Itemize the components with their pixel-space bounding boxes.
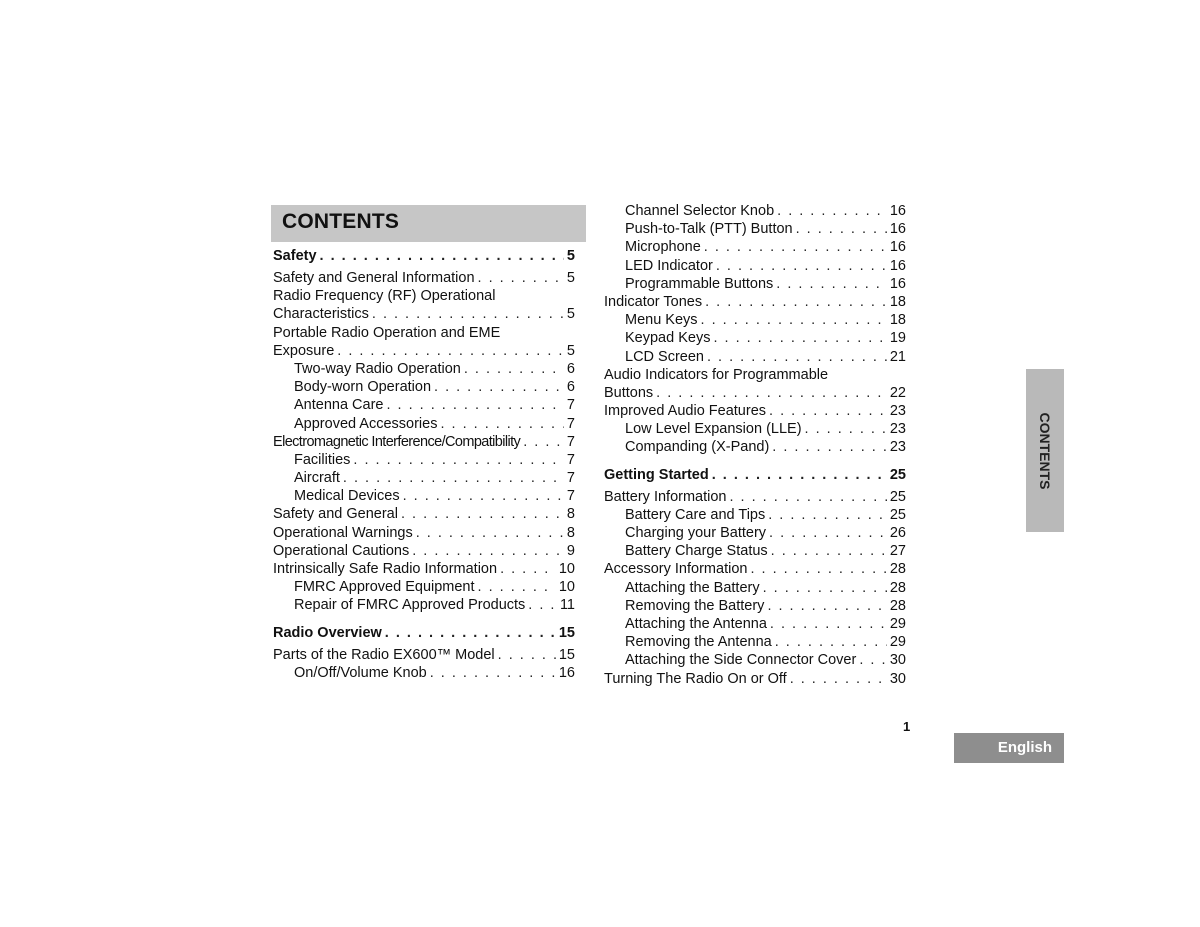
- toc-dot-leader: [412, 542, 564, 560]
- page-number: 1: [903, 719, 911, 734]
- toc-entry-title: Safety and General: [273, 506, 398, 523]
- toc-page-number: 28: [889, 561, 906, 578]
- toc-page-number: 7: [566, 470, 575, 487]
- toc-entry-title: Intrinsically Safe Radio Information: [273, 561, 498, 577]
- toc-page-number: 30: [889, 652, 906, 669]
- page-title: CONTENTS: [282, 210, 400, 233]
- toc-dot-leader: [386, 396, 563, 414]
- toc-entry-title: Portable Radio Operation and EME: [273, 324, 501, 341]
- side-tab-label: CONTENTS: [1037, 412, 1053, 489]
- toc-page-number: 7: [566, 415, 575, 432]
- toc-entry[interactable]: [604, 311, 906, 329]
- toc-entry[interactable]: [273, 524, 575, 542]
- toc-dot-leader: [320, 244, 564, 268]
- toc-entry-title: On/Off/Volume Knob: [294, 664, 427, 681]
- toc-entry-title: Parts of the Radio EX600™ Model: [273, 646, 495, 663]
- toc-entry-title: Keypad Keys: [625, 330, 711, 347]
- toc-page-number: 16: [889, 203, 906, 219]
- toc-right-column: [604, 202, 906, 688]
- toc-dot-leader: [859, 651, 887, 669]
- toc-entry-title: Removing the Antenna: [625, 634, 772, 651]
- toc-entry[interactable]: [604, 329, 906, 347]
- toc-entry[interactable]: [604, 438, 906, 456]
- toc-entry-title: Getting Started: [604, 466, 709, 483]
- toc-entry-title: Radio Frequency (RF) Operational: [273, 288, 496, 305]
- toc-entry-title: Medical Devices: [294, 488, 400, 505]
- toc-entry-title: Battery Information: [604, 488, 727, 505]
- toc-dot-leader: [528, 596, 557, 614]
- toc-entry[interactable]: [604, 542, 906, 560]
- toc-dot-leader: [498, 646, 556, 664]
- toc-dot-leader: [701, 311, 887, 329]
- toc-entry[interactable]: [604, 597, 906, 615]
- toc-dot-leader: [769, 524, 887, 542]
- toc-entry-title: Antenna Care: [294, 397, 384, 414]
- toc-page-number: 23: [889, 403, 906, 420]
- toc-entry[interactable]: [604, 651, 906, 669]
- toc-entry-title: Radio Overview: [273, 624, 382, 641]
- toc-dot-leader: [353, 451, 564, 469]
- toc-dot-leader: [705, 293, 887, 311]
- toc-page-number: 21: [889, 348, 906, 365]
- toc-page-number: 16: [889, 239, 906, 256]
- toc-entry[interactable]: [273, 342, 575, 360]
- toc-page-number: 16: [889, 221, 906, 238]
- toc-dot-leader: [343, 469, 564, 487]
- toc-page-number: 18: [889, 312, 906, 329]
- toc-dot-leader: [337, 342, 564, 360]
- toc-entry[interactable]: [604, 257, 906, 275]
- toc-entry-title: Attaching the Antenna: [625, 615, 767, 632]
- toc-entry[interactable]: [273, 378, 575, 396]
- toc-page-number: 25: [889, 466, 906, 483]
- toc-entry-title: Charging your Battery: [625, 525, 767, 541]
- toc-dot-leader: [767, 597, 886, 615]
- toc-entry-title: LCD Screen: [625, 348, 704, 365]
- toc-entry[interactable]: [273, 396, 575, 414]
- toc-entry[interactable]: [273, 560, 575, 578]
- toc-entry[interactable]: [273, 505, 575, 523]
- toc-entry-title: Facilities: [294, 451, 351, 468]
- toc-section-heading[interactable]: [273, 244, 575, 268]
- toc-section-heading[interactable]: [604, 463, 906, 487]
- toc-dot-leader: [430, 664, 556, 682]
- toc-dot-leader: [777, 202, 887, 220]
- toc-entry[interactable]: [273, 596, 575, 614]
- toc-page-number: 27: [889, 543, 906, 560]
- toc-page-number: 15: [558, 646, 575, 663]
- toc-entry-title: Safety and General Information: [273, 270, 475, 286]
- toc-dot-leader: [712, 463, 887, 487]
- toc-entry[interactable]: [273, 305, 575, 323]
- toc-entry[interactable]: [604, 202, 906, 220]
- toc-entry[interactable]: [273, 324, 575, 342]
- toc-page-number: 5: [566, 342, 575, 359]
- toc-entry[interactable]: [273, 542, 575, 560]
- toc-page-number: 19: [889, 330, 906, 347]
- toc-entry[interactable]: [273, 433, 575, 451]
- toc-entry[interactable]: [604, 402, 906, 420]
- toc-dot-leader: [768, 506, 887, 524]
- toc-entry-title: Push-to-Talk (PTT) Button: [625, 221, 793, 238]
- toc-entry-title: Exposure: [273, 342, 335, 359]
- toc-dot-leader: [776, 275, 887, 293]
- toc-entry[interactable]: [604, 560, 906, 578]
- toc-entry-title: FMRC Approved Equipment: [294, 579, 475, 596]
- toc-page-number: 16: [558, 664, 575, 681]
- toc-entry-title: Removing the Battery: [625, 597, 765, 614]
- toc-dot-leader: [440, 415, 563, 433]
- toc-entry-title: Menu Keys: [625, 312, 698, 329]
- contents-header-bar: [271, 205, 586, 242]
- toc-page-number: 25: [889, 488, 906, 505]
- toc-entry-title: Approved Accessories: [294, 415, 438, 432]
- toc-dot-leader: [730, 488, 887, 506]
- toc-entry[interactable]: [604, 220, 906, 238]
- toc-dot-leader: [434, 378, 564, 396]
- toc-page-number: 16: [889, 257, 906, 274]
- toc-page-number: 11: [559, 597, 575, 614]
- toc-dot-leader: [464, 360, 564, 378]
- toc-entry[interactable]: [604, 293, 906, 311]
- toc-entry[interactable]: [604, 615, 906, 633]
- toc-dot-leader: [403, 487, 564, 505]
- language-tab[interactable]: [954, 733, 1064, 763]
- toc-entry[interactable]: [604, 238, 906, 256]
- toc-page-number: 10: [558, 579, 575, 596]
- toc-entry-title: Battery Care and Tips: [625, 506, 766, 523]
- toc-entry[interactable]: [273, 287, 575, 305]
- toc-page-number: 23: [889, 421, 906, 438]
- toc-entry-title: Accessory Information: [604, 561, 748, 578]
- toc-page-number: 7: [566, 397, 575, 414]
- toc-entry-title: Microphone: [625, 239, 701, 256]
- toc-entry-title: Programmable Buttons: [625, 275, 774, 292]
- toc-entry-title: Attaching the Battery: [625, 579, 760, 596]
- toc-dot-leader: [770, 615, 887, 633]
- toc-dot-leader: [771, 542, 887, 560]
- toc-entry[interactable]: [604, 420, 906, 438]
- language-label: English: [997, 739, 1052, 756]
- toc-entry-title: Operational Cautions: [273, 542, 410, 559]
- toc-entry[interactable]: [273, 664, 575, 682]
- toc-entry[interactable]: [604, 633, 906, 651]
- toc-dot-leader: [478, 269, 564, 287]
- toc-entry[interactable]: [273, 360, 575, 378]
- toc-dot-leader: [523, 433, 564, 451]
- contents-side-tab[interactable]: [1026, 369, 1064, 532]
- toc-dot-leader: [372, 305, 564, 323]
- toc-page-number: 30: [889, 670, 906, 687]
- toc-page-number: 8: [566, 506, 575, 523]
- toc-entry[interactable]: [604, 366, 906, 384]
- toc-dot-leader: [500, 560, 556, 578]
- toc-entry-title: Turning The Radio On or Off: [604, 670, 787, 687]
- toc-entry[interactable]: [273, 487, 575, 505]
- toc-entry-title: Operational Warnings: [273, 524, 413, 541]
- toc-section-heading[interactable]: [273, 621, 575, 645]
- toc-entry[interactable]: [604, 579, 906, 597]
- toc-page-number: 28: [889, 579, 906, 596]
- toc-entry-title: Safety: [273, 248, 317, 264]
- toc-page-number: 7: [566, 433, 575, 450]
- toc-entry-title: Two-way Radio Operation: [294, 360, 461, 377]
- toc-page-number: 15: [558, 624, 575, 641]
- toc-entry[interactable]: [604, 506, 906, 524]
- toc-dot-leader: [805, 420, 887, 438]
- toc-page-number: 8: [566, 524, 575, 541]
- toc-page-number: 18: [889, 293, 906, 310]
- toc-dot-leader: [707, 348, 887, 366]
- toc-dot-leader: [769, 402, 887, 420]
- toc-entry-title: LED Indicator: [625, 257, 713, 274]
- toc-dot-leader: [775, 633, 887, 651]
- toc-dot-leader: [763, 579, 887, 597]
- toc-dot-leader: [716, 257, 887, 275]
- toc-dot-leader: [416, 524, 564, 542]
- toc-entry-title: Aircraft: [294, 470, 340, 487]
- toc-entry-title: Channel Selector Knob: [625, 203, 775, 219]
- toc-entry[interactable]: [604, 384, 906, 402]
- toc-entry-title: Electromagnetic Interference/Compatibility: [273, 433, 521, 450]
- toc-page-number: 5: [566, 306, 575, 323]
- toc-entry-title: Companding (X-Pand): [625, 439, 770, 456]
- toc-entry[interactable]: [273, 469, 575, 487]
- toc-dot-leader: [790, 670, 887, 688]
- toc-entry-title: Attaching the Side Connector Cover: [625, 652, 857, 669]
- toc-entry[interactable]: [604, 488, 906, 506]
- toc-page-number: 9: [566, 542, 575, 559]
- toc-entry[interactable]: [273, 578, 575, 596]
- toc-entry-title: Audio Indicators for Programmable: [604, 366, 829, 383]
- toc-page-number: 16: [889, 275, 906, 292]
- toc-page-number: 29: [889, 634, 906, 651]
- toc-page-number: 22: [889, 384, 906, 401]
- toc-page-number: 7: [566, 488, 575, 505]
- toc-page-number: 28: [889, 597, 906, 614]
- toc-entry[interactable]: [273, 451, 575, 469]
- toc-dot-leader: [704, 238, 887, 256]
- toc-dot-leader: [713, 329, 886, 347]
- toc-entry[interactable]: [604, 670, 906, 688]
- toc-page-number: 6: [566, 379, 575, 396]
- toc-page-number: 29: [889, 615, 906, 632]
- toc-entry[interactable]: [273, 646, 575, 664]
- toc-page-number: 7: [566, 451, 575, 468]
- toc-page-number: 10: [558, 561, 575, 577]
- toc-entry[interactable]: [273, 415, 575, 433]
- toc-page-number: 23: [889, 439, 906, 456]
- toc-page-number: 5: [566, 270, 575, 286]
- toc-page-number: 25: [889, 506, 906, 523]
- toc-dot-leader: [796, 220, 887, 238]
- toc-dot-leader: [656, 384, 887, 402]
- toc-entry[interactable]: [604, 348, 906, 366]
- toc-dot-leader: [478, 578, 556, 596]
- toc-dot-leader: [750, 560, 886, 578]
- toc-entry[interactable]: [604, 275, 906, 293]
- toc-left-column: [273, 244, 575, 682]
- toc-entry-title: Body-worn Operation: [294, 379, 432, 396]
- toc-dot-leader: [401, 505, 564, 523]
- toc-entry-title: Low Level Expansion (LLE): [625, 421, 802, 438]
- toc-entry-title: Repair of FMRC Approved Products: [294, 597, 526, 614]
- toc-entry-title: Battery Charge Status: [625, 543, 768, 560]
- toc-page-number: 26: [889, 525, 906, 541]
- toc-dot-leader: [772, 438, 887, 456]
- toc-dot-leader: [385, 621, 556, 645]
- toc-entry-title: Buttons: [604, 384, 654, 401]
- toc-entry[interactable]: [604, 524, 906, 542]
- toc-entry-title: Characteristics: [273, 306, 369, 323]
- toc-page-number: 5: [566, 248, 575, 264]
- toc-page-number: 6: [566, 360, 575, 377]
- toc-entry[interactable]: [273, 269, 575, 287]
- toc-entry-title: Improved Audio Features: [604, 403, 767, 420]
- toc-entry-title: Indicator Tones: [604, 293, 703, 310]
